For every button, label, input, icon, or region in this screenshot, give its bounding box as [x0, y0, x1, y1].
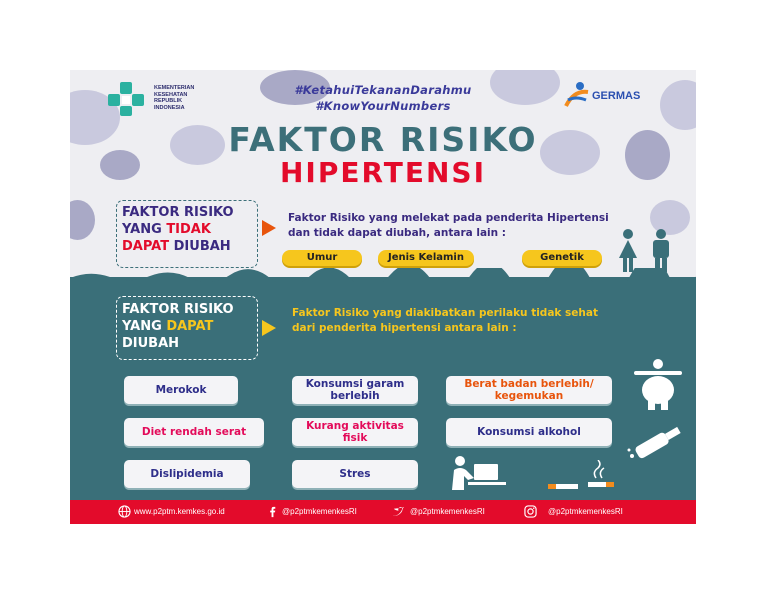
- label-word: YANG: [122, 222, 167, 237]
- label-line: FAKTOR RISIKO: [122, 205, 234, 220]
- label-word-highlight: DAPAT: [166, 319, 214, 334]
- factor-card-berat-badan: Berat badan berlebih/ kegemukan: [446, 376, 612, 404]
- label-word: YANG: [122, 319, 167, 334]
- label-line: FAKTOR RISIKO: [122, 302, 234, 317]
- poster: [70, 70, 696, 524]
- facebook-icon: [266, 505, 279, 518]
- logo-line: REPUBLIK: [154, 98, 183, 104]
- fixed-item-genetik: Genetik: [522, 250, 602, 266]
- footer-instagram[interactable]: @p2ptmkemenkesRI: [548, 507, 623, 516]
- instagram-icon: [524, 505, 537, 518]
- arrow-right-icon: [262, 320, 276, 336]
- factor-card-konsumsi-garam: Konsumsi garam berlebih: [292, 376, 418, 404]
- logo-line: KESEHATAN: [154, 91, 188, 98]
- factor-card-stres: Stres: [292, 460, 418, 488]
- alcohol-bottle-icon: [624, 422, 690, 462]
- germas-figure-icon: [562, 80, 592, 110]
- title-line-1: FAKTOR RISIKO: [228, 120, 538, 159]
- decor-blob: [70, 200, 95, 240]
- factor-card-kurang-aktivitas: Kurang aktivitas fisik: [292, 418, 418, 446]
- desc-line: dari penderita hipertensi antara lain :: [292, 322, 517, 334]
- desc-line: Faktor Risiko yang melekat pada penderita Hipertensi: [288, 212, 609, 224]
- label-word-highlight: DAPAT: [122, 239, 170, 254]
- footer-twitter[interactable]: @p2ptmkemenkesRI: [410, 507, 485, 516]
- logo-line: INDONESIA: [154, 104, 185, 111]
- obesity-icon: [632, 358, 684, 410]
- footer-facebook[interactable]: @p2ptmkemenkesRI: [282, 507, 357, 516]
- fixed-item-jenis-kelamin: Jenis Kelamin: [378, 250, 474, 266]
- logo-line: KEMENTERIAN: [154, 85, 195, 91]
- footer-website[interactable]: www.p2ptm.kemkes.go.id: [134, 507, 225, 516]
- label-word-highlight: TIDAK: [166, 222, 211, 237]
- fixed-item-umur: Umur: [282, 250, 362, 266]
- changeable-factors-description: [292, 306, 598, 336]
- wave-divider: [70, 268, 696, 282]
- arrow-right-icon: [262, 220, 276, 236]
- factor-card-konsumsi-alkohol: Konsumsi alkohol: [446, 418, 612, 446]
- globe-icon: [118, 505, 131, 518]
- germas-logo-text: GERMAS: [592, 90, 641, 102]
- footer: [70, 500, 696, 524]
- changeable-factors-label: [122, 301, 258, 352]
- desc-line: dan tidak dapat diubah, antara lain :: [288, 227, 506, 239]
- factor-card-merokok: Merokok: [124, 376, 238, 404]
- cigarette-icon: [544, 460, 624, 494]
- twitter-icon: [392, 505, 405, 518]
- laptop-user-icon: [448, 454, 508, 492]
- factor-card-dislipidemia: Dislipidemia: [124, 460, 250, 488]
- label-line: DIUBAH: [122, 336, 180, 351]
- factor-card-diet-rendah-serat: Diet rendah serat: [124, 418, 264, 446]
- fixed-factors-label: [122, 204, 258, 255]
- fixed-factors-description: [288, 211, 609, 241]
- hashtag-1: #KetahuiTekananDarahmu: [294, 83, 472, 97]
- desc-line: Faktor Risiko yang diakibatkan perilaku tidak sehat: [292, 307, 598, 319]
- hashtag-2: #KnowYourNumbers: [315, 99, 451, 113]
- label-word: DIUBAH: [169, 239, 231, 254]
- title-line-2: HIPERTENSI: [279, 156, 487, 189]
